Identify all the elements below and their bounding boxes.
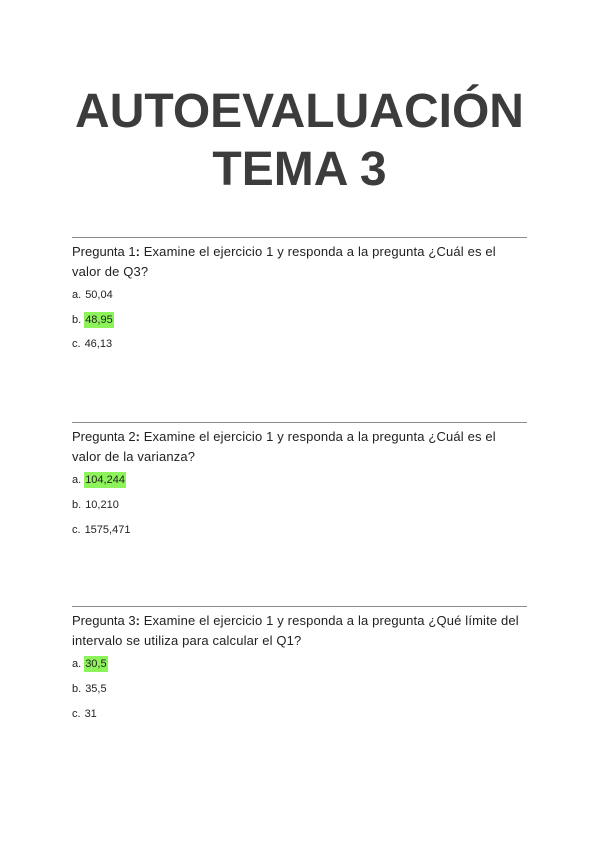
option-value: 46,13 <box>84 338 113 350</box>
question-divider <box>72 422 527 423</box>
option-letter: b. <box>72 314 82 326</box>
option-value: 31 <box>84 708 97 720</box>
question-label: Pregunta 3 <box>72 613 136 628</box>
question-body: Examine el ejercicio 1 y responda a la pregunta ¿Qué límite del intervalo se utiliza para calcular el Q1? <box>72 613 519 648</box>
question-body: Examine el ejercicio 1 y responda a la pregunta ¿Cuál es el valor de Q3? <box>72 244 496 279</box>
question-colon: : <box>135 613 140 628</box>
option-letter: a. <box>72 289 82 301</box>
question-body: Examine el ejercicio 1 y responda a la pregunta ¿Cuál es el valor de la varianza? <box>72 429 496 464</box>
question-divider <box>72 237 527 238</box>
question-label: Pregunta 2 <box>72 429 136 444</box>
option-letter: b. <box>72 499 82 511</box>
option-letter: a. <box>72 658 82 670</box>
question-text <box>72 242 527 282</box>
option-value: 50,04 <box>85 289 113 301</box>
answer-option-a[interactable] <box>72 473 126 487</box>
answer-option-c[interactable] <box>72 337 113 351</box>
answer-option-b[interactable] <box>72 313 114 327</box>
option-value-highlighted: 48,95 <box>85 314 113 326</box>
option-value: 10,210 <box>85 499 119 511</box>
option-value: 1575,471 <box>84 524 131 536</box>
answer-option-a[interactable] <box>72 657 108 671</box>
question-colon: : <box>135 429 140 444</box>
option-letter: a. <box>72 474 82 486</box>
page-title-line-1: AUTOEVALUACIÓN <box>75 85 524 138</box>
answer-option-c[interactable] <box>72 707 98 721</box>
option-letter: c. <box>72 524 81 536</box>
question-text <box>72 427 527 467</box>
question-colon: : <box>135 244 140 259</box>
answer-option-a[interactable] <box>72 288 114 302</box>
question-divider <box>72 606 527 607</box>
page-title-line-2: TEMA 3 <box>212 143 387 196</box>
option-value-highlighted: 104,244 <box>85 474 125 486</box>
question-label: Pregunta 1 <box>72 244 136 259</box>
option-value: 35,5 <box>85 683 107 695</box>
answer-option-b[interactable] <box>72 498 120 512</box>
answer-option-c[interactable] <box>72 523 131 537</box>
question-text <box>72 611 527 651</box>
option-letter: c. <box>72 708 81 720</box>
answer-option-b[interactable] <box>72 682 108 696</box>
option-letter: b. <box>72 683 82 695</box>
option-value-highlighted: 30,5 <box>85 658 107 670</box>
option-letter: c. <box>72 338 81 350</box>
